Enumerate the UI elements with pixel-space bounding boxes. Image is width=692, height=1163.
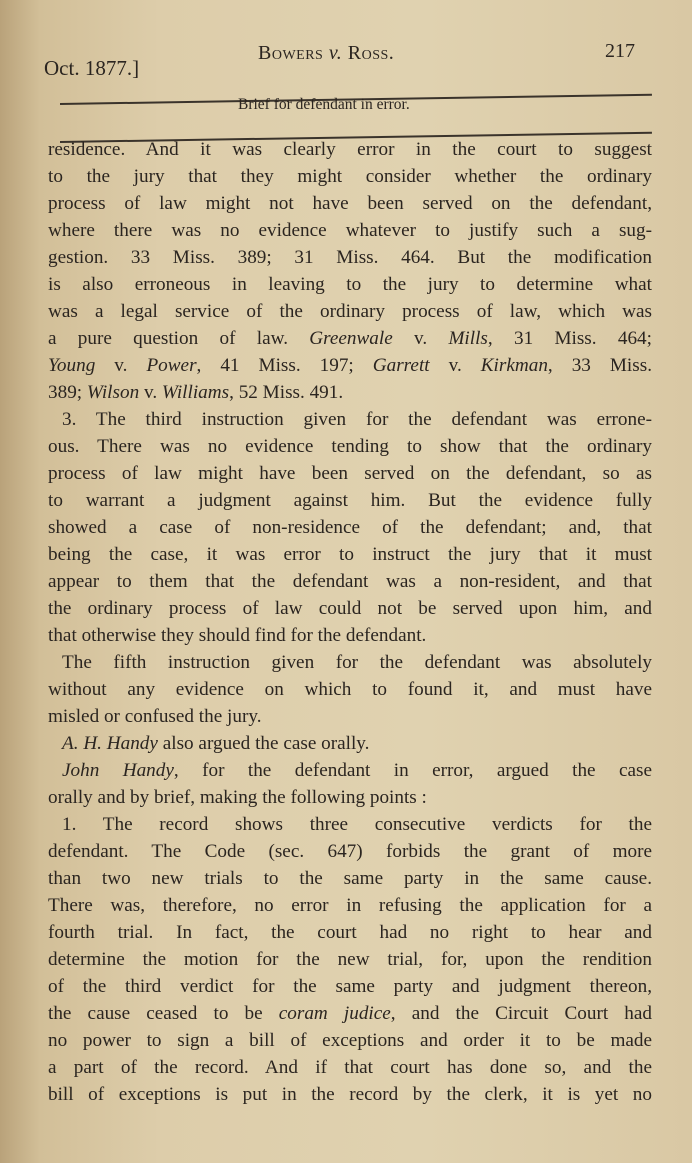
- text-line: [48, 1081, 652, 1108]
- text-segment: without any evidence on which to found it, and must have: [48, 679, 652, 700]
- text-segment: was a legal service of the ordinary process of law, which was: [48, 301, 652, 322]
- text-segment: , 31 Miss. 464;: [487, 328, 652, 349]
- text-segment: v.: [95, 355, 147, 376]
- italic-text: Kirkman: [480, 355, 548, 376]
- text-line: [48, 541, 652, 568]
- text-line: [48, 325, 652, 352]
- text-line: [48, 784, 652, 811]
- text-segment: determine the motion for the new trial, for, upon the rendition: [48, 949, 652, 970]
- text-segment: gestion. 33 Miss. 389; 31 Miss. 464. But the modification: [48, 247, 652, 268]
- text-segment: fourth trial. In fact, the court had no right to hear and: [48, 922, 652, 943]
- running-head-date: Oct. 1877.]: [44, 56, 140, 80]
- text-line: [48, 649, 652, 676]
- text-line: [48, 379, 652, 406]
- italic-text: Power: [146, 355, 197, 376]
- text-line: [48, 892, 652, 919]
- text-line: [48, 217, 652, 244]
- text-segment: that otherwise they should find for the defendant.: [48, 625, 427, 646]
- text-segment: where there was no evidence whatever to justify such a sug-: [48, 220, 652, 241]
- italic-text: Mills: [448, 328, 488, 349]
- party-defendant: Ross.: [347, 42, 395, 64]
- text-segment: process of law might have been served on the defendant, so as: [48, 463, 652, 484]
- text-segment: of the third verdict for the same party and judgment thereon,: [48, 976, 652, 997]
- text-line: [48, 811, 652, 838]
- text-line: [48, 163, 652, 190]
- text-segment: v.: [392, 328, 449, 349]
- text-segment: is also erroneous in leaving to the jury to determine what: [48, 274, 652, 295]
- text-segment: orally and by brief, making the following points :: [48, 787, 427, 808]
- text-line: [48, 1054, 652, 1081]
- text-segment: residence. And it was clearly error in the court to suggest: [48, 139, 652, 160]
- text-segment: v.: [429, 355, 481, 376]
- text-line: [48, 190, 652, 217]
- text-segment: than two new trials to the same party in the same cause.: [48, 868, 652, 889]
- text-line: [48, 514, 652, 541]
- italic-text: Young: [48, 355, 96, 376]
- running-head-case-title: [258, 42, 394, 65]
- italic-text: Williams: [161, 382, 230, 403]
- text-line: [48, 433, 652, 460]
- body-text: [48, 136, 652, 1108]
- text-segment: the ordinary process of law could not be served upon him, and: [48, 598, 652, 619]
- text-segment: The fifth instruction given for the defendant was absolutely: [62, 652, 652, 673]
- text-segment: , and the Circuit Court had: [390, 1003, 652, 1024]
- text-line: [48, 595, 652, 622]
- italic-text: Greenwale: [309, 328, 393, 349]
- text-segment: the cause ceased to be: [48, 1003, 279, 1024]
- text-segment: bill of exceptions is put in the record by the clerk, it is yet no: [48, 1084, 652, 1105]
- text-segment: to warrant a judgment against him. But the evidence fully: [48, 490, 652, 511]
- text-segment: , 41 Miss. 197;: [196, 355, 373, 376]
- text-segment: , 33 Miss.: [547, 355, 652, 376]
- text-segment: v.: [139, 382, 162, 403]
- italic-text: coram judice: [278, 1003, 391, 1024]
- italic-text: John Handy: [62, 760, 174, 781]
- text-line: [48, 568, 652, 595]
- italic-text: Wilson: [86, 382, 140, 403]
- versus: v.: [328, 42, 343, 64]
- text-line: [48, 946, 652, 973]
- text-line: [48, 838, 652, 865]
- section-subtitle: Brief for defendant in error.: [238, 96, 410, 113]
- text-line: [48, 1027, 652, 1054]
- text-segment: 389;: [48, 382, 87, 403]
- text-line: [48, 703, 652, 730]
- text-segment: process of law might not have been served on the defendant,: [48, 193, 652, 214]
- party-plaintiff: Bowers: [258, 42, 324, 64]
- text-segment: to the jury that they might consider whether the ordinary: [48, 166, 652, 187]
- text-segment: , for the defendant in error, argued the case: [173, 760, 652, 781]
- text-line: [48, 757, 652, 784]
- text-segment: a pure question of law.: [48, 328, 310, 349]
- text-segment: , 52 Miss. 491.: [229, 382, 344, 403]
- text-line: [48, 244, 652, 271]
- text-line: [48, 622, 652, 649]
- text-segment: defendant. The Code (sec. 647) forbids the grant of more: [48, 841, 652, 862]
- text-line: [48, 460, 652, 487]
- italic-text: Garrett: [372, 355, 430, 376]
- text-segment: misled or confused the jury.: [48, 706, 262, 727]
- text-segment: 3. The third instruction given for the defendant was errone-: [62, 409, 652, 430]
- text-line: [48, 271, 652, 298]
- text-segment: There was, therefore, no error in refusing the application for a: [48, 895, 652, 916]
- text-segment: being the case, it was error to instruct the jury that it must: [48, 544, 652, 565]
- text-segment: 1. The record shows three consecutive verdicts for the: [62, 814, 652, 835]
- text-line: [48, 1000, 652, 1027]
- italic-text: A. H. Handy: [62, 733, 158, 754]
- text-segment: showed a case of non-residence of the defendant; and, that: [48, 517, 652, 538]
- text-line: [48, 352, 652, 379]
- text-segment: ous. There was no evidence tending to show that the ordinary: [48, 436, 652, 457]
- text-line: [48, 676, 652, 703]
- text-line: [48, 973, 652, 1000]
- text-segment: appear to them that the defendant was a non-resident, and that: [48, 571, 652, 592]
- text-line: [48, 730, 652, 757]
- page-number: 217: [605, 40, 635, 62]
- text-line: [48, 919, 652, 946]
- text-segment: also argued the case orally.: [157, 733, 370, 754]
- text-line: [48, 406, 652, 433]
- text-line: [48, 136, 652, 163]
- text-segment: no power to sign a bill of exceptions and order it to be made: [48, 1030, 652, 1051]
- text-line: [48, 487, 652, 514]
- text-line: [48, 298, 652, 325]
- text-segment: a part of the record. And if that court has done so, and the: [48, 1057, 652, 1078]
- text-line: [48, 865, 652, 892]
